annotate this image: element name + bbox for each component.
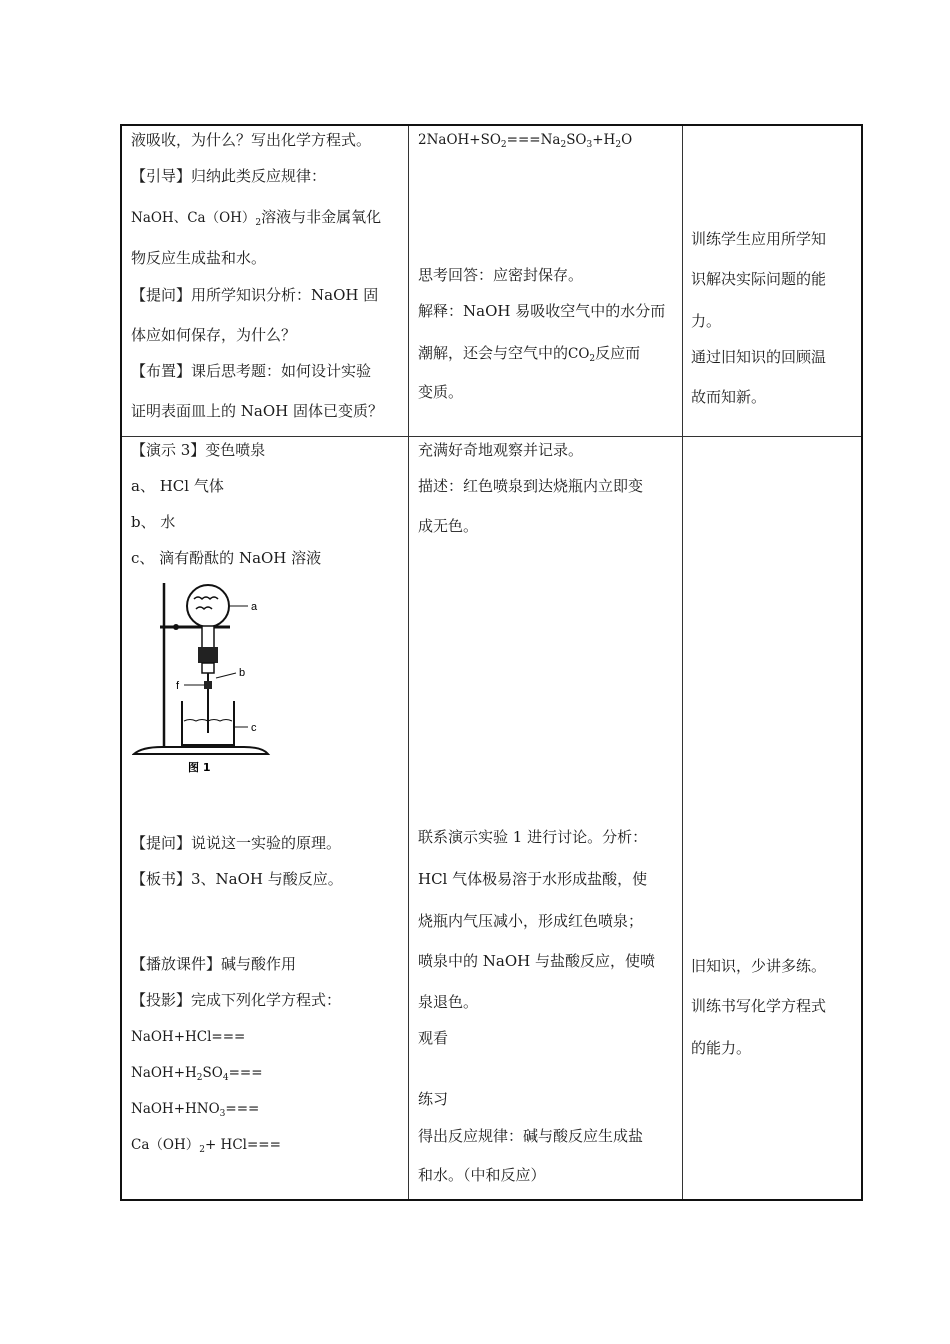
- text-line: 联系演示实验 1 进行讨论。分析：: [418, 828, 648, 846]
- formula: CO: [568, 346, 590, 362]
- eq-part: NaOH+H: [131, 1065, 197, 1081]
- eq-part: ===Na: [506, 132, 561, 148]
- text-line: 力。: [691, 312, 722, 330]
- subscript: 2: [615, 140, 622, 150]
- column-divider: [682, 126, 683, 1199]
- eq-part: NaOH+HNO: [131, 1101, 220, 1117]
- dropper: [202, 663, 214, 673]
- text-line: 识解决实际问题的能: [691, 270, 827, 288]
- text-line: [418, 344, 640, 363]
- text-line: 喷泉中的 NaOH 与盐酸反应，使喷: [418, 952, 655, 970]
- text-line: 成无色。: [418, 517, 479, 535]
- text-line: 【演示 3】变色喷泉: [131, 441, 266, 459]
- figure-caption: 图 1: [188, 761, 211, 774]
- text-line: 通过旧知识的回顾温: [691, 348, 827, 366]
- row-divider: [122, 436, 861, 437]
- text-line: 体应如何保存，为什么？: [131, 326, 297, 344]
- eq-part: ===: [225, 1101, 260, 1117]
- eq-part: +H: [592, 132, 616, 148]
- text-fragment: 反应而: [595, 344, 641, 362]
- text-fragment: 潮解，还会与空气中的: [418, 344, 569, 362]
- pointer-line: [216, 673, 236, 678]
- text-line: 液吸收，为什么？写出化学方程式。: [131, 131, 372, 149]
- text-line: 解释：NaOH 易吸收空气中的水分而: [418, 302, 666, 320]
- text-line: 和水。（中和反应）: [418, 1166, 546, 1184]
- text-line: 充满好奇地观察并记录。: [418, 441, 584, 459]
- subscript: 2: [255, 218, 262, 228]
- text-line: 描述：红色喷泉到达烧瓶内立即变: [418, 477, 644, 495]
- label-c: c: [251, 722, 257, 734]
- equation: [131, 1064, 263, 1082]
- equation: [131, 1136, 281, 1154]
- subscript: 4: [222, 1073, 229, 1083]
- text-line: 泉退色。: [418, 993, 479, 1011]
- subscript: 2: [196, 1073, 203, 1083]
- label-b: b: [239, 667, 246, 679]
- text-line: 【板书】3、NaOH 与酸反应。: [131, 870, 343, 888]
- label-f: f: [176, 680, 180, 692]
- text-line: 物反应生成盐和水。: [131, 249, 267, 267]
- eq-part: + HCl===: [204, 1137, 281, 1153]
- eq-part: SO: [566, 132, 587, 148]
- eq-part: 2NaOH+SO: [418, 132, 501, 148]
- text-line: a、 HCl 气体: [131, 477, 224, 495]
- equation: NaOH+HCl===: [131, 1029, 246, 1045]
- equation: [418, 131, 632, 149]
- text-line: b、 水: [131, 513, 176, 531]
- text-line: [131, 208, 381, 227]
- subscript: 3: [219, 1109, 226, 1119]
- subscript: 2: [560, 140, 567, 150]
- text-line: 烧瓶内气压减小，形成红色喷泉；: [418, 912, 644, 930]
- subscript: 2: [589, 354, 596, 364]
- text-line: 【布置】课后思考题：如何设计实验: [131, 362, 372, 380]
- clamp-knob: [173, 624, 179, 630]
- text-line: 观看: [418, 1029, 449, 1047]
- fountain-apparatus-diagram: [132, 581, 272, 776]
- subscript: 2: [500, 140, 507, 150]
- text-line: 证明表面皿上的 NaOH 固体已变质？: [131, 402, 383, 420]
- text-line: 思考回答：应密封保存。: [418, 266, 584, 284]
- text-line: 得出反应规律：碱与酸反应生成盐: [418, 1127, 644, 1145]
- eq-part: ===: [228, 1065, 263, 1081]
- subscript: 2: [199, 1145, 205, 1155]
- text-line: 【播放课件】碱与酸作用: [131, 955, 297, 973]
- text-fragment: 溶液与非金属氧化: [261, 208, 382, 226]
- round-flask: [187, 585, 229, 627]
- text-line: 练习: [418, 1090, 449, 1108]
- text-line: 【投影】完成下列化学方程式：: [131, 991, 342, 1009]
- text-line: 的能力。: [691, 1039, 752, 1057]
- eq-part: SO: [202, 1065, 223, 1081]
- rubber-stopper: [198, 647, 218, 663]
- stand-base: [134, 747, 268, 754]
- text-line: 【提问】说说这一实验的原理。: [131, 834, 342, 852]
- pinch-clamp: [204, 681, 212, 689]
- label-a: a: [251, 601, 258, 613]
- flask-neck: [202, 626, 214, 648]
- text-line: 【提问】用所学知识分析：NaOH 固: [131, 286, 379, 304]
- base-formula: NaOH、Ca（OH）: [131, 210, 256, 226]
- text-line: HCl 气体极易溶于水形成盐酸，使: [418, 870, 648, 888]
- equation: [131, 1100, 259, 1118]
- lesson-plan-table: [120, 124, 863, 1201]
- text-line: 变质。: [418, 383, 464, 401]
- text-line: 【引导】归纳此类反应规律：: [131, 167, 327, 185]
- text-line: 训练书写化学方程式: [691, 997, 827, 1015]
- eq-part: O: [621, 132, 633, 148]
- text-line: 训练学生应用所学知: [691, 230, 827, 248]
- text-line: c、 滴有酚酞的 NaOH 溶液: [131, 549, 322, 567]
- text-line: 故而知新。: [691, 388, 767, 406]
- text-line: 旧知识，少讲多练。: [691, 957, 827, 975]
- column-divider: [408, 126, 409, 1199]
- eq-part: Ca（OH）: [131, 1137, 200, 1153]
- subscript: 3: [586, 140, 593, 150]
